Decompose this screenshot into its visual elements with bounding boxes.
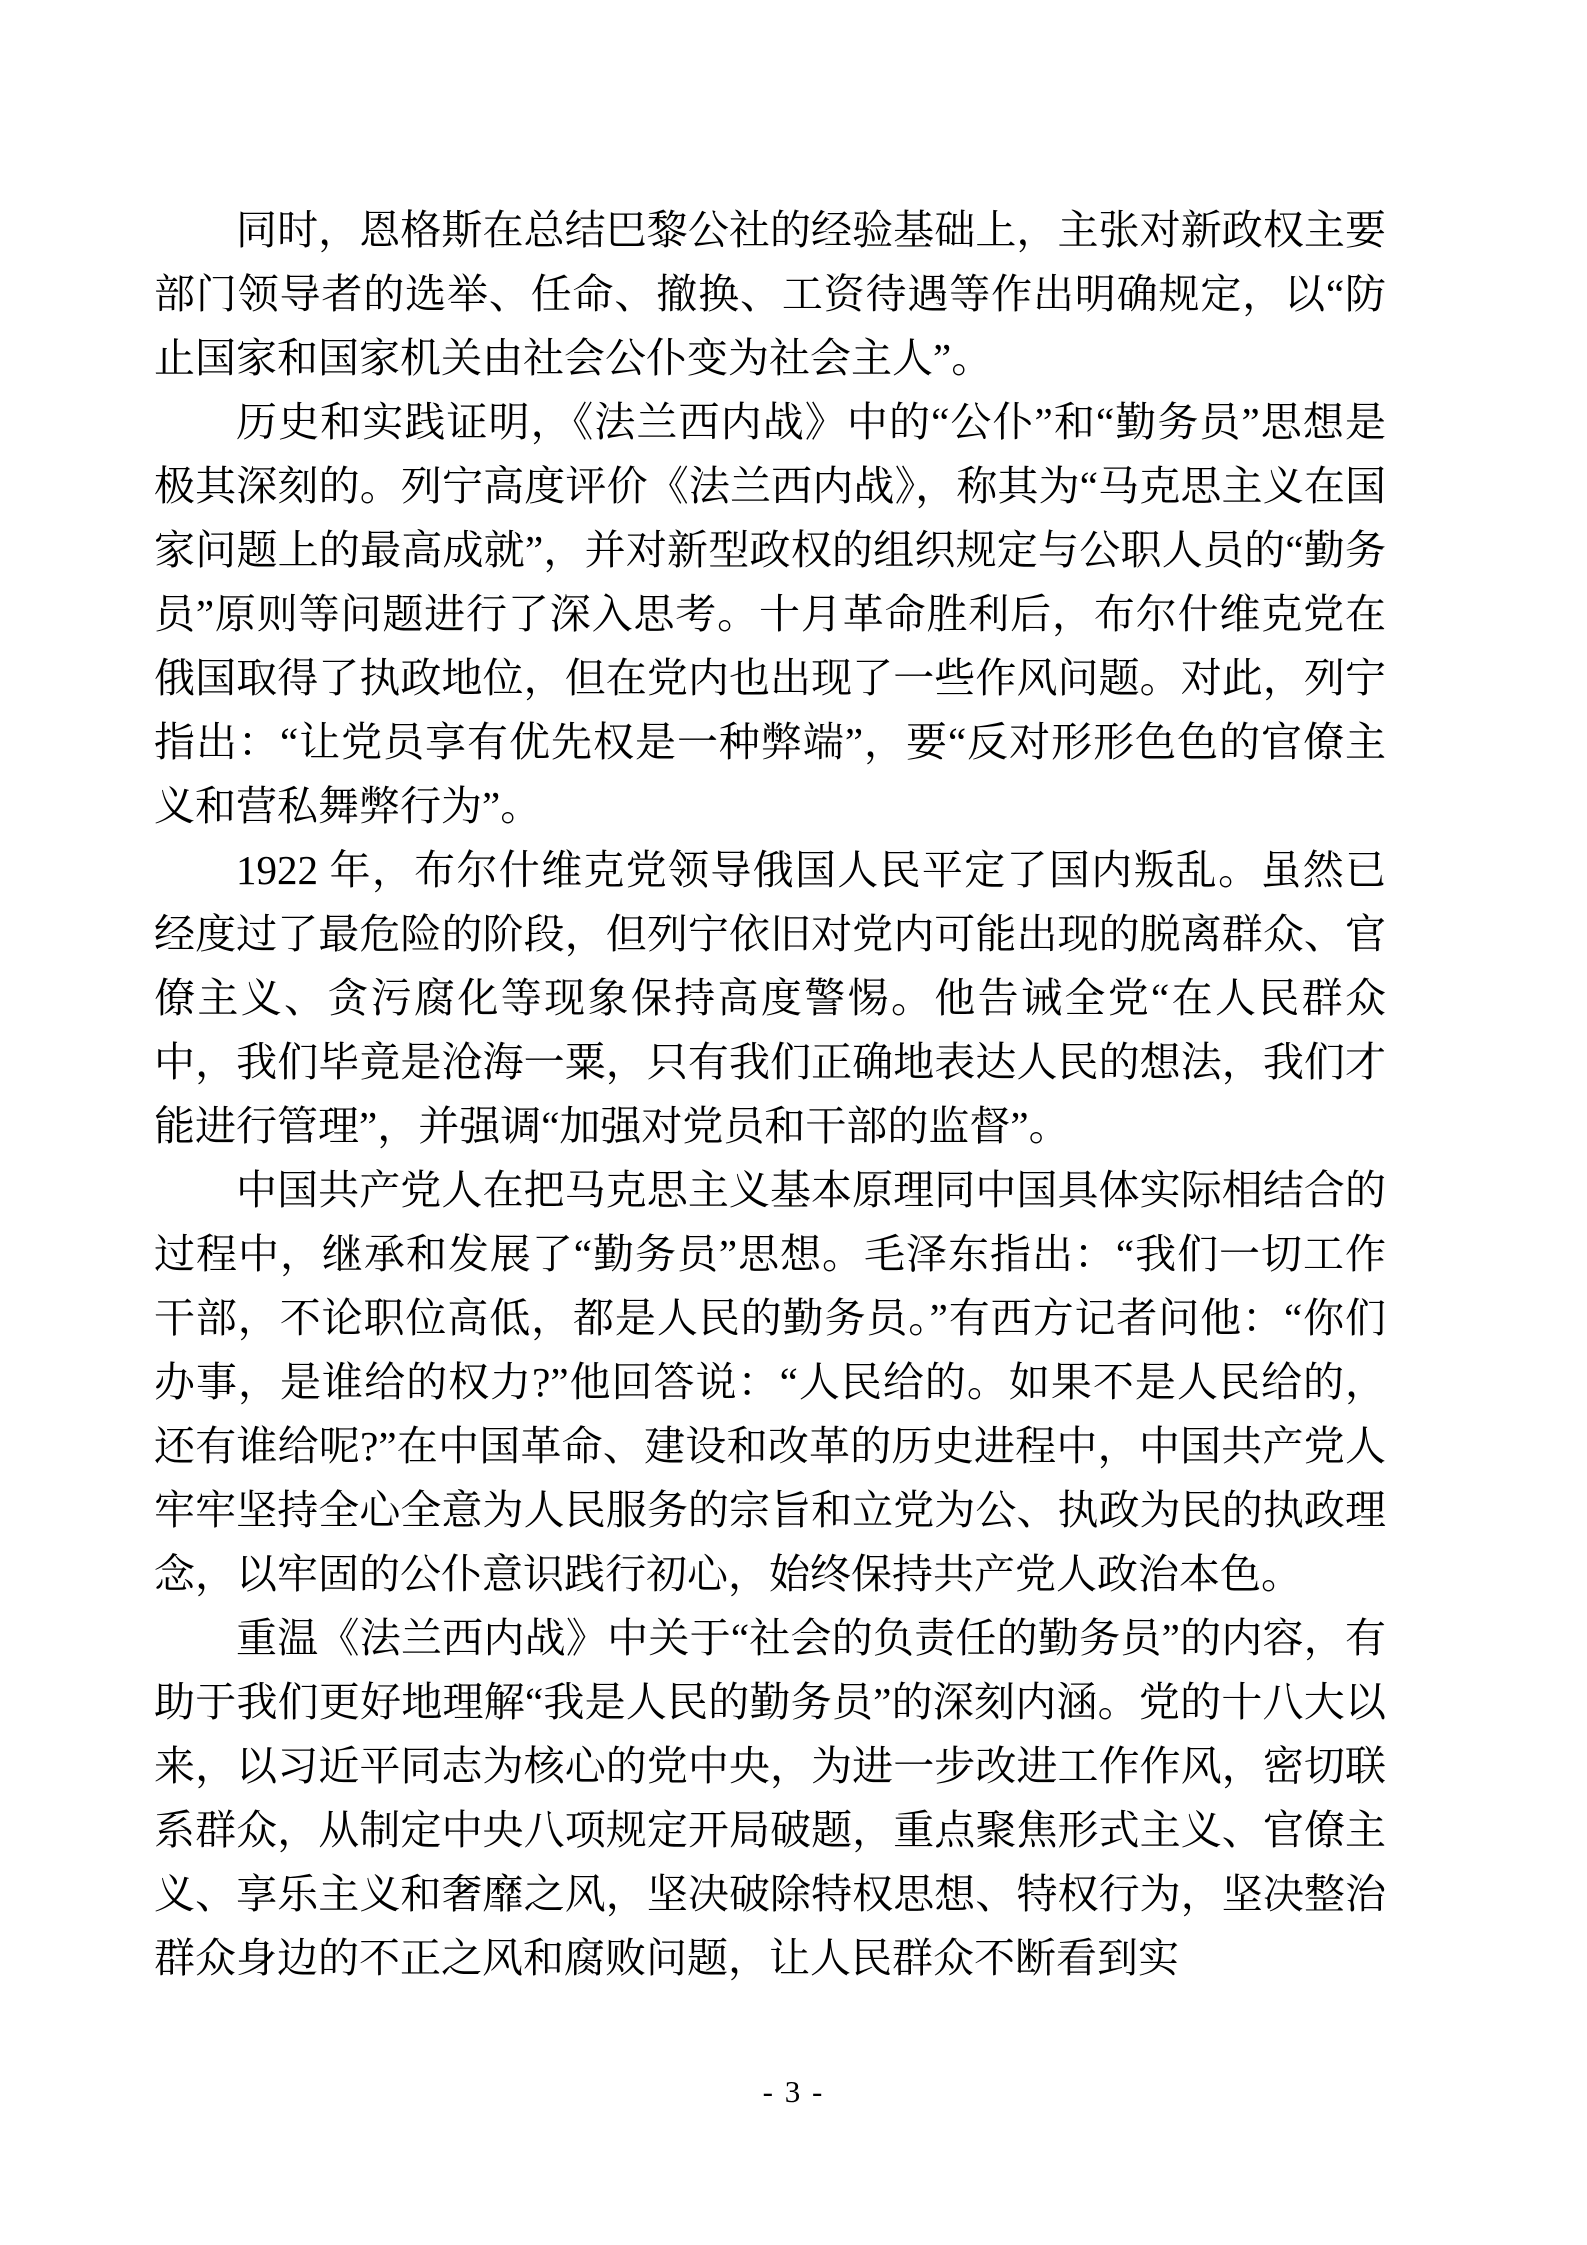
document-body: [154, 198, 1386, 1990]
paragraph: 1922 年，布尔什维克党领导俄国人民平定了国内叛乱。虽然已经度过了最危险的阶段，但列宁依旧对党内可能出现的脱离群众、官僚主义、贪污腐化等现象保持高度警惕。他告诫全党“在人民群众中，我们毕竟是沧海一粟，只有我们正确地表达人民的想法，我们才能进行管理”，并强调“加强对党员和干部的监督”。: [154, 847, 1386, 1149]
paragraph: 重温《法兰西内战》中关于“社会的负责任的勤务员”的内容，有助于我们更好地理解“我是人民的勤务员”的深刻内涵。党的十八大以来，以习近平同志为核心的党中央，为进一步改进工作作风，密切联系群众，从制定中央八项规定开局破题，重点聚焦形式主义、官僚主义、享乐主义和奢靡之风，坚决破除特权思想、特权行为，坚决整治群众身边的不正之风和腐败问题，让人民群众不断看到实: [154, 1615, 1386, 1981]
page-footer: [0, 2072, 1587, 2112]
page-number: - 3 -: [762, 2074, 825, 2109]
paragraph: 历史和实践证明，《法兰西内战》中的“公仆”和“勤务员”思想是极其深刻的。列宁高度评价《法兰西内战》，称其为“马克思主义在国家问题上的最高成就”，并对新型政权的组织规定与公职人员的“勤务员”原则等问题进行了深入思考。十月革命胜利后，布尔什维克党在俄国取得了执政地位，但在党内也出现了一些作风问题。对此，列宁指出：“让党员享有优先权是一种弊端”，要“反对形形色色的官僚主义和营私舞弊行为”。: [154, 399, 1386, 829]
paragraph: 中国共产党人在把马克思主义基本原理同中国具体实际相结合的过程中，继承和发展了“勤务员”思想。毛泽东指出：“我们一切工作干部，不论职位高低，都是人民的勤务员。”有西方记者问他：“你们办事，是谁给的权力?”他回答说：“人民给的。如果不是人民给的，还有谁给呢?”在中国革命、建设和改革的历史进程中，中国共产党人牢牢坚持全心全意为人民服务的宗旨和立党为公、执政为民的执政理念，以牢固的公仆意识践行初心，始终保持共产党人政治本色。: [154, 1167, 1386, 1597]
paragraph: 同时，恩格斯在总结巴黎公社的经验基础上，主张对新政权主要部门领导者的选举、任命、撤换、工资待遇等作出明确规定，以“防止国家和国家机关由社会公仆变为社会主人”。: [154, 207, 1386, 381]
